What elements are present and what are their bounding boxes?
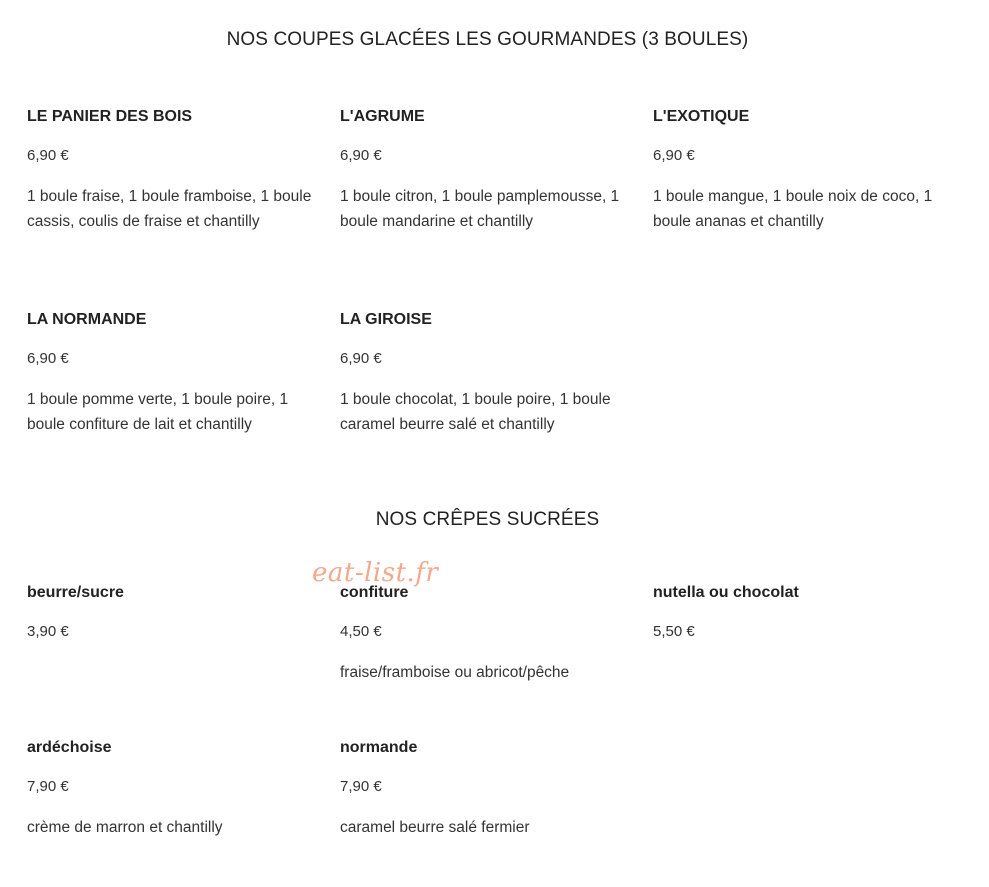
item-price: 4,50 € [340, 623, 382, 640]
menu-item-la-giroise [340, 310, 640, 437]
item-price: 7,90 € [27, 778, 69, 795]
item-description: caramel beurre salé fermier [340, 819, 530, 836]
item-name: beurre/sucre [27, 584, 124, 601]
menu-item-confiture [340, 583, 640, 686]
item-description: 1 boule fraise, 1 boule framboise, 1 boule cassis, coulis de fraise et chantilly [27, 188, 312, 230]
item-price: 6,90 € [340, 350, 382, 367]
item-description: 1 boule mangue, 1 boule noix de coco, 1 boule ananas et chantilly [653, 188, 933, 230]
watermark-text: eat-list.fr [312, 558, 439, 588]
item-name: nutella ou chocolat [653, 584, 799, 601]
item-price: 5,50 € [653, 623, 695, 640]
section-title-crepes: NOS CRÊPES SUCRÉES [375, 509, 600, 530]
menu-item-le-panier-des-bois [27, 107, 327, 234]
menu-item-nutella-ou-chocolat [653, 583, 953, 642]
item-name: L'EXOTIQUE [653, 108, 750, 125]
section-title-coupes: NOS COUPES GLACÉES LES GOURMANDES (3 BOULES) [226, 29, 749, 50]
item-name: normande [340, 739, 418, 756]
menu-item-l-exotique [653, 107, 953, 234]
item-name: LA NORMANDE [27, 311, 147, 328]
item-price: 6,90 € [340, 147, 382, 164]
item-price: 3,90 € [27, 623, 69, 640]
item-price: 6,90 € [27, 350, 69, 367]
item-name: confiture [340, 584, 409, 601]
item-name: LE PANIER DES BOIS [27, 108, 193, 125]
item-description: 1 boule chocolat, 1 boule poire, 1 boule caramel beurre salé et chantilly [340, 391, 611, 433]
item-price: 6,90 € [27, 147, 69, 164]
item-price: 6,90 € [653, 147, 695, 164]
menu-item-normande [340, 738, 640, 841]
item-description: fraise/framboise ou abricot/pêche [340, 664, 570, 681]
menu-item-beurre-sucre [27, 583, 327, 642]
item-name: LA GIROISE [340, 311, 432, 328]
item-name: ardéchoise [27, 739, 112, 756]
item-description: 1 boule citron, 1 boule pamplemousse, 1 boule mandarine et chantilly [340, 188, 620, 230]
item-description: 1 boule pomme verte, 1 boule poire, 1 boule confiture de lait et chantilly [27, 391, 289, 433]
menu-item-l-agrume [340, 107, 640, 234]
menu-item-ardechoise [27, 738, 327, 841]
item-price: 7,90 € [340, 778, 382, 795]
menu-item-la-normande [27, 310, 327, 437]
item-name: L'AGRUME [340, 108, 425, 125]
item-description: crème de marron et chantilly [27, 819, 223, 836]
